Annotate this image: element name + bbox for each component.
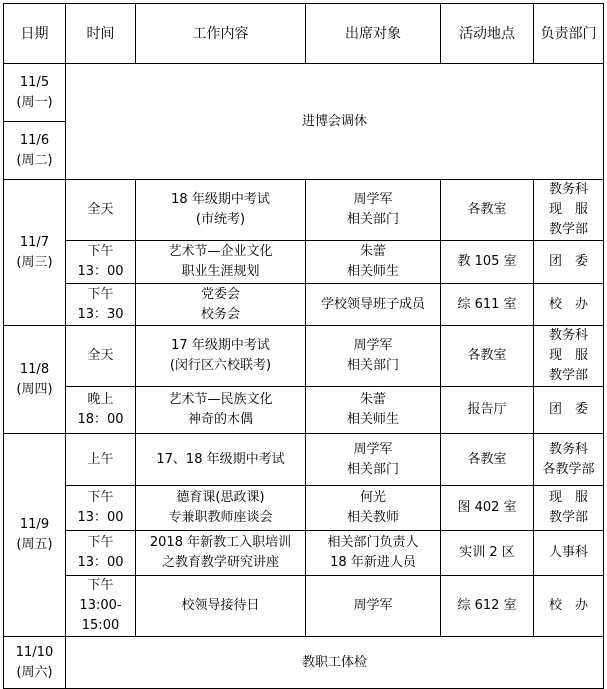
attendees-cell: [306, 531, 441, 576]
content-cell: 17、18 年级期中考试: [136, 434, 306, 486]
table-row: [4, 434, 604, 486]
time-line: 下午: [87, 578, 114, 593]
time-cell: [66, 531, 136, 576]
department-cell: 校 办: [534, 576, 604, 637]
time-line: 13：00: [77, 510, 124, 525]
time-line: 15:00: [81, 618, 120, 633]
department-line: 各教学部: [542, 461, 595, 477]
location-cell: 各教室: [441, 434, 534, 486]
time-line: 13：00: [77, 555, 124, 570]
time-cell: [66, 180, 136, 241]
attendee-line: 相关部门负责人: [327, 535, 419, 550]
date: 11/10: [15, 644, 54, 660]
department-line: 教学部: [548, 510, 588, 525]
attendees-cell: [306, 434, 441, 486]
time-line: 晚上: [87, 392, 114, 407]
attendees-cell: [306, 387, 441, 434]
attendee-line: 18 年新进人员: [330, 555, 416, 570]
attendees-cell: [306, 241, 441, 284]
attendee-line: 周学军: [353, 441, 393, 457]
content-cell: [136, 180, 306, 241]
content-line: 艺术节—企业文化: [168, 244, 273, 259]
department-cell: 团 委: [534, 387, 604, 434]
content-cell: [136, 531, 306, 576]
table-row: [4, 241, 604, 284]
weekday: (周五): [16, 537, 53, 552]
department-line: 教学部: [548, 368, 588, 383]
location-cell: 图 402 室: [441, 486, 534, 531]
weekly-schedule-table: [3, 3, 604, 689]
time-cell: [66, 486, 136, 531]
location-cell: 各教室: [441, 326, 534, 387]
time-line: 18：00: [77, 412, 124, 427]
weekday: (周六): [16, 664, 53, 680]
weekday: (周三): [16, 254, 53, 270]
department-line: 教务科: [548, 441, 588, 457]
table-row: [4, 531, 604, 576]
time-cell: [66, 387, 136, 434]
weekday: (周二): [16, 152, 53, 168]
content-line: 2018 年新教工入职培训: [149, 535, 292, 550]
attendee-line: 相关部门: [346, 461, 399, 477]
department-line: 教务科: [548, 328, 588, 343]
header-date: 日期: [4, 4, 66, 64]
attendee-line: 相关教师: [346, 510, 399, 525]
time-line: 全天: [87, 348, 114, 363]
time-line: 全天: [87, 202, 114, 217]
time-line: 13：30: [77, 306, 124, 322]
attendee-line: 何光: [359, 490, 386, 505]
location-cell: 实训 2 区: [441, 531, 534, 576]
header-department: 负责部门: [534, 4, 604, 64]
department-cell: [534, 180, 604, 241]
attendees-cell: [306, 326, 441, 387]
attendee-line: 相关师生: [346, 264, 399, 279]
time-line: 13:00-: [79, 598, 122, 613]
department-cell: [534, 326, 604, 387]
time-cell: [66, 241, 136, 284]
content-line: 职业生涯规划: [181, 264, 260, 279]
table-row: [4, 326, 604, 387]
time-cell: [66, 434, 136, 486]
date-cell: [4, 122, 66, 180]
header-time: 时间: [66, 4, 136, 64]
time-line: 上午: [87, 451, 114, 467]
time-cell: [66, 326, 136, 387]
location-cell: 综 611 室: [441, 284, 534, 326]
department-cell: 团 委: [534, 241, 604, 284]
department-line: 教学部: [548, 222, 588, 237]
date-cell: [4, 434, 66, 637]
weekday: (周四): [16, 381, 53, 397]
department-line: 教务科: [548, 182, 588, 197]
attendee-line: 朱蕾: [359, 244, 386, 259]
department-line: 现 服: [548, 490, 588, 505]
content-line: (市统考): [195, 212, 246, 227]
location-cell: 报告厅: [441, 387, 534, 434]
department-line: 现 服: [548, 348, 588, 363]
content-line: 党委会: [200, 286, 240, 302]
attendee-line: 周学军: [353, 338, 393, 353]
table-row: [4, 64, 604, 122]
header-content: 工作内容: [136, 4, 306, 64]
time-line: 13：00: [77, 264, 124, 279]
date: 11/9: [19, 517, 50, 532]
content-cell: 校领导接待日: [136, 576, 306, 637]
department-line: 现 服: [548, 202, 588, 217]
time-line: 下午: [87, 535, 114, 550]
date: 11/7: [19, 234, 50, 250]
holiday-event-cell: 进博会调休: [66, 64, 604, 180]
date-cell: [4, 637, 66, 689]
checkup-event-cell: 教职工体检: [66, 637, 604, 689]
time-cell: [66, 576, 136, 637]
table-row: [4, 576, 604, 637]
time-line: 下午: [87, 286, 114, 302]
content-line: 神奇的木偶: [187, 412, 253, 427]
content-cell: [136, 486, 306, 531]
attendees-cell: [306, 486, 441, 531]
content-line: 校务会: [200, 306, 240, 322]
table-row: [4, 180, 604, 241]
content-line: (闵行区六校联考): [169, 358, 272, 373]
date: 11/6: [19, 132, 50, 148]
content-cell: [136, 284, 306, 326]
content-cell: [136, 387, 306, 434]
date-cell: [4, 64, 66, 122]
content-line: 之教育教学研究讲座: [161, 555, 279, 570]
date-cell: [4, 326, 66, 434]
attendee-line: 周学军: [353, 192, 393, 207]
department-cell: 校 办: [534, 284, 604, 326]
table-row: [4, 486, 604, 531]
weekday: (周一): [16, 94, 53, 110]
time-line: 下午: [87, 490, 114, 505]
header-location: 活动地点: [441, 4, 534, 64]
table-row: [4, 284, 604, 326]
content-cell: [136, 326, 306, 387]
time-line: 下午: [87, 244, 114, 259]
content-line: 18 年级期中考试: [171, 192, 270, 207]
department-cell: [534, 434, 604, 486]
date: 11/8: [19, 361, 50, 377]
content-line: 艺术节—民族文化: [168, 392, 273, 407]
attendee-line: 朱蕾: [359, 392, 386, 407]
date: 11/5: [19, 74, 50, 90]
header-row: [4, 4, 604, 64]
location-cell: 教 105 室: [441, 241, 534, 284]
location-cell: 综 612 室: [441, 576, 534, 637]
attendees-cell: 学校领导班子成员: [306, 284, 441, 326]
table-row: [4, 637, 604, 689]
attendee-line: 相关部门: [346, 358, 399, 373]
attendee-line: 相关师生: [346, 412, 399, 427]
department-cell: [534, 486, 604, 531]
date-cell: [4, 180, 66, 326]
content-line: 17 年级期中考试: [171, 338, 270, 353]
content-cell: [136, 241, 306, 284]
department-cell: 人事科: [534, 531, 604, 576]
attendees-cell: 周学军: [306, 576, 441, 637]
table-row: [4, 387, 604, 434]
header-attendees: 出席对象: [306, 4, 441, 64]
content-line: 专兼职教师座谈会: [168, 510, 273, 525]
location-cell: 各教室: [441, 180, 534, 241]
time-cell: [66, 284, 136, 326]
attendees-cell: [306, 180, 441, 241]
attendee-line: 相关部门: [346, 212, 399, 227]
content-line: 德育课(思政课): [176, 490, 265, 505]
